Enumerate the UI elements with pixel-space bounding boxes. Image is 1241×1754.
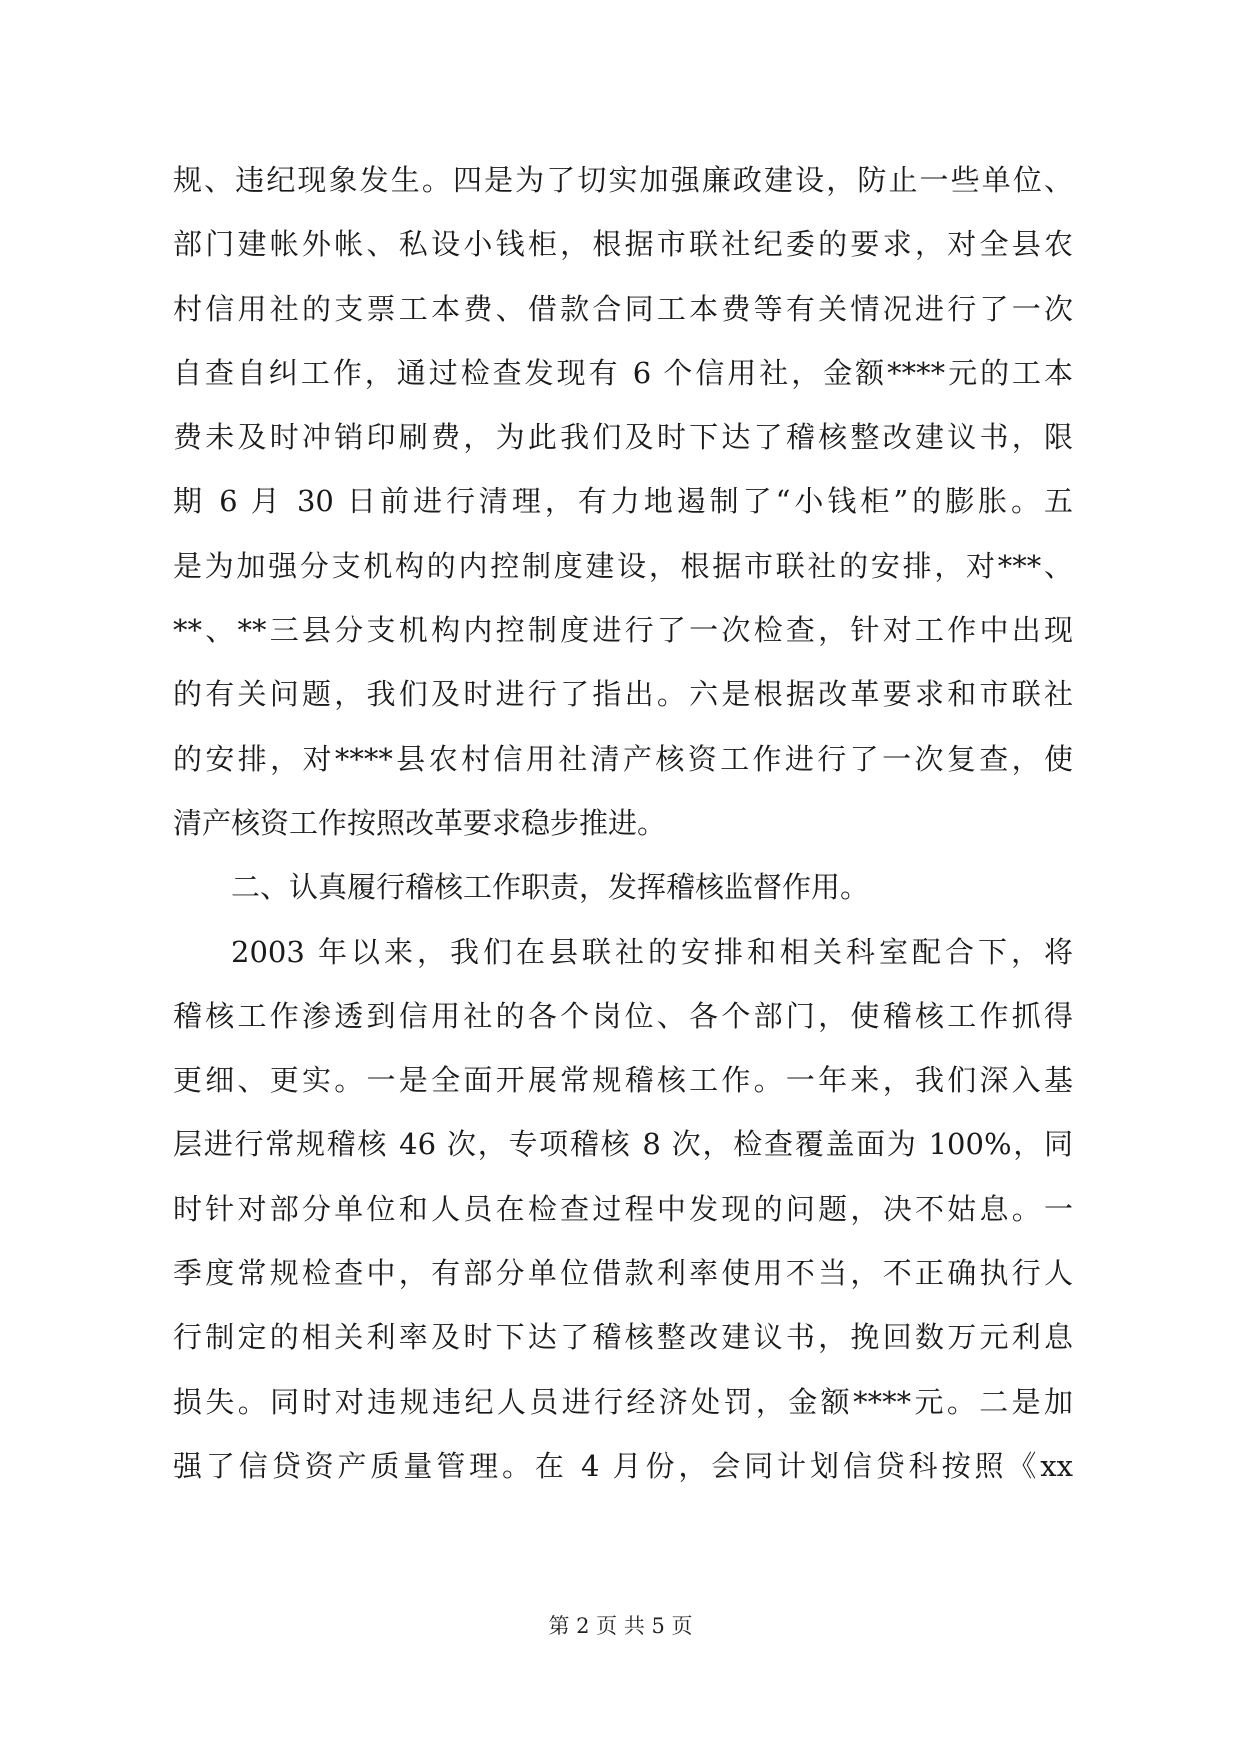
text-line: 部门建帐外帐、私设小钱柜，根据市联社纪委的要求，对全县农: [173, 227, 1073, 262]
text-line: 清产核资工作按照改革要求稳步推进。: [173, 805, 667, 840]
text-line: 层进行常规稽核 46 次，专项稽核 8 次，检查覆盖面为 100%，同: [173, 1127, 1073, 1162]
text-line: 时针对部分单位和人员在检查过程中发现的问题，决不姑息。一: [173, 1191, 1073, 1226]
text-line: 是为加强分支机构的内控制度建设，根据市联社的安排，对***、: [173, 548, 1073, 583]
text-line: 期 6 月 30 日前进行清理，有力地遏制了“小钱柜”的膨胀。五: [173, 484, 1073, 519]
text-line: 的安排，对****县农村信用社清产核资工作进行了一次复查，使: [173, 741, 1073, 776]
text-line: **、**三县分支机构内控制度进行了一次检查，针对工作中出现: [173, 613, 1073, 648]
page-footer: [0, 1610, 1241, 1640]
text-line: 行制定的相关利率及时下达了稽核整改建议书，挽回数万元利息: [173, 1320, 1073, 1355]
text-line: 稽核工作渗透到信用社的各个岗位、各个部门，使稽核工作抓得: [173, 998, 1073, 1033]
text-line: 规、违纪现象发生。四是为了切实加强廉政建设，防止一些单位、: [173, 163, 1073, 197]
text-line: 自查自纠工作，通过检查发现有 6 个信用社，金额****元的工本: [173, 355, 1073, 390]
page-number: 第 2 页 共 5 页: [548, 1614, 693, 1638]
body-text: [173, 148, 1073, 1498]
text-line: 2003 年以来，我们在县联社的安排和相关科室配合下，将: [231, 934, 1073, 969]
section-heading: 二、认真履行稽核工作职责，发挥稽核监督作用。: [231, 870, 870, 905]
text-line: 季度常规检查中，有部分单位借款利率使用不当，不正确执行人: [173, 1256, 1073, 1291]
text-line: 村信用社的支票工本费、借款合同工本费等有关情况进行了一次: [173, 291, 1073, 326]
text-line: 强了信贷资产质量管理。在 4 月份，会同计划信贷科按照《xx: [173, 1448, 1073, 1483]
text-line: 更细、更实。一是全面开展常规稽核工作。一年来，我们深入基: [173, 1063, 1073, 1098]
text-line: 损失。同时对违规违纪人员进行经济处罚，金额****元。二是加: [173, 1384, 1073, 1419]
text-line: 的有关问题，我们及时进行了指出。六是根据改革要求和市联社: [173, 677, 1073, 712]
text-line: 费未及时冲销印刷费，为此我们及时下达了稽核整改建议书，限: [173, 420, 1073, 455]
